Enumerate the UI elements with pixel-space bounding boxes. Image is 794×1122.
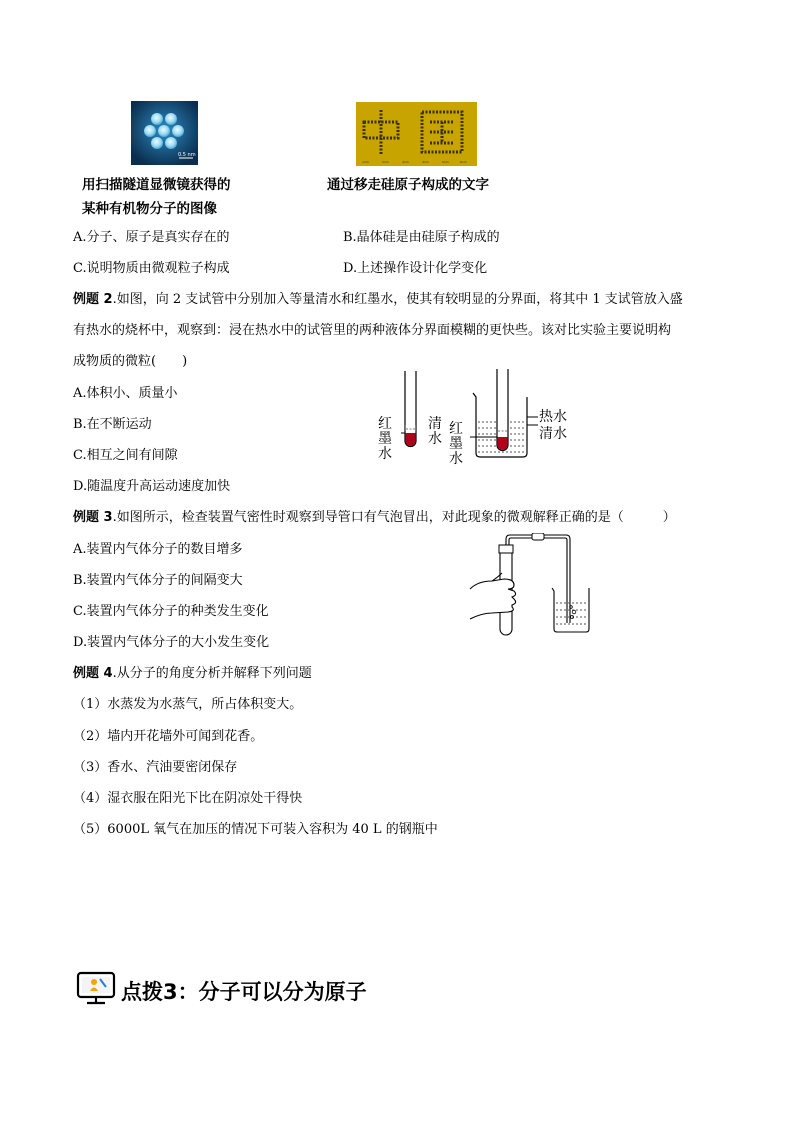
silicon-text-image bbox=[356, 102, 477, 166]
q1-option-a: A.分子、原子是真实存在的 bbox=[73, 230, 230, 245]
svg-text:1nm: 1nm bbox=[362, 160, 369, 164]
stm-molecule-image bbox=[131, 101, 198, 165]
svg-text:4nm: 4nm bbox=[422, 160, 429, 164]
q3-airtightness-figure bbox=[462, 533, 597, 639]
q4-item-1: （1）水蒸发为水蒸气，所占体积变大。 bbox=[73, 697, 303, 712]
q1-option-b: B.晶体硅是由硅原子构成的 bbox=[343, 230, 500, 245]
fig-label-clear-water-1: 清水 bbox=[428, 416, 442, 447]
q4-stem-text: .从分子的角度分析并解释下列问题 bbox=[112, 666, 312, 681]
q3-label: 例题 3 bbox=[73, 510, 113, 525]
section-icon bbox=[76, 971, 116, 1005]
right-figure-caption: 通过移走硅原子构成的文字 bbox=[327, 177, 489, 193]
q1-option-c: C.说明物质由微观粒子构成 bbox=[73, 261, 230, 276]
q4-stem bbox=[73, 666, 312, 682]
q3-stem bbox=[73, 510, 676, 526]
q2-diffusion-figure bbox=[373, 365, 576, 475]
q4-item-3: （3）香水、汽油要密闭保存 bbox=[73, 760, 238, 775]
q2-stem-text-1: .如图，向 2 支试管中分别加入等量清水和红墨水，使其有较明显的分界面，将其中 1 支试管放入盛 bbox=[112, 292, 683, 307]
section-heading: 点拨3：分子可以分为原子 bbox=[121, 980, 367, 1004]
q2-option-b: B.在不断运动 bbox=[73, 417, 152, 432]
fig-label-clear-water-2: 清水 bbox=[539, 426, 567, 442]
svg-text:3nm: 3nm bbox=[402, 160, 409, 164]
svg-text:5nm: 5nm bbox=[442, 160, 449, 164]
fig-label-red-ink-1: 红墨水 bbox=[378, 416, 392, 462]
q4-item-2: （2）墙内开花墙外可闻到花香。 bbox=[73, 729, 264, 744]
fig-label-hot-water: 热水 bbox=[539, 409, 567, 425]
q3-option-d: D.装置内气体分子的大小发生变化 bbox=[73, 635, 270, 650]
fig-label-red-ink-2: 红墨水 bbox=[449, 421, 463, 467]
q3-option-a: A.装置内气体分子的数目增多 bbox=[73, 542, 243, 557]
q2-option-a: A.体积小、质量小 bbox=[73, 386, 178, 401]
svg-text:6nm: 6nm bbox=[460, 160, 467, 164]
q3-option-b: B.装置内气体分子的间隔变大 bbox=[73, 573, 243, 588]
q2-option-c: C.相互之间有间隙 bbox=[73, 448, 178, 463]
q4-label: 例题 4 bbox=[73, 666, 113, 681]
q1-option-d: D.上述操作设计化学变化 bbox=[343, 261, 488, 276]
q2-option-d: D.随温度升高运动速度加快 bbox=[73, 479, 231, 494]
left-figure-caption-line1: 用扫描隧道显微镜获得的 bbox=[82, 177, 231, 193]
q3-option-c: C.装置内气体分子的种类发生变化 bbox=[73, 604, 269, 619]
q2-stem-line2: 有热水的烧杯中，观察到：浸在热水中的试管里的两种液体分界面模糊的更快些。该对比实验主要说明构 bbox=[73, 323, 672, 338]
q2-label: 例题 2 bbox=[73, 292, 113, 307]
q3-stem-text: .如图所示，检查装置气密性时观察到导管口有气泡冒出，对此现象的微观解释正确的是（ ） bbox=[112, 510, 676, 525]
q2-stem-line1 bbox=[73, 292, 683, 308]
q4-item-4: （4）湿衣服在阳光下比在阴凉处干得快 bbox=[73, 791, 303, 806]
q2-stem-line3: 成物质的微粒( ) bbox=[73, 354, 188, 369]
silicon-image-text: 中国 bbox=[356, 102, 358, 103]
q4-item-5: （5）6000L 氧气在加压的情况下可装入容积为 40 L 的钢瓶中 bbox=[73, 822, 438, 837]
svg-text:2nm: 2nm bbox=[382, 160, 389, 164]
left-figure-caption-line2: 某种有机物分子的图像 bbox=[82, 201, 217, 217]
scale-label: 0.5 nm bbox=[178, 152, 196, 158]
